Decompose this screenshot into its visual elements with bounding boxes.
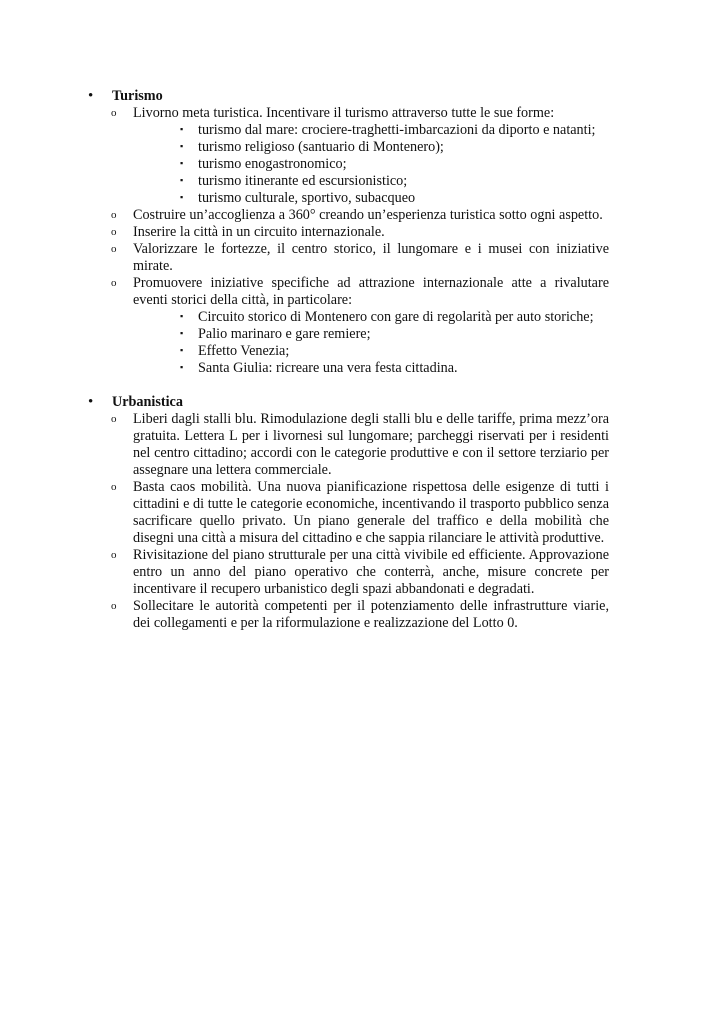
bullet-square-icon: ▪ [180, 345, 184, 355]
sub-list-item-text: Circuito storico di Montenero con gare di regolarità per auto storiche; [198, 309, 594, 325]
list-item-text: Liberi dagli stalli blu. Rimodulazione degli stalli blu e delle tariffe, prima mezz’ora gratuita. Lettera L per i livornesi sul lungomare; parcheggi riservati per i residenti nel centro cittadino; accordi con le categorie produttive e con il settore terziario per assegnare una lettera commerciale. [133, 411, 609, 478]
list-item [88, 224, 609, 241]
section-heading [88, 88, 654, 105]
sub-list-item [88, 156, 654, 173]
list-item [88, 547, 609, 598]
list-item [88, 241, 609, 275]
list-item-text: Sollecitare le autorità competenti per il potenziamento delle infrastrutture viarie, dei collegamenti e per la riformulazione e realizzazione del Lotto 0. [133, 598, 609, 631]
bullet-circle-icon: o [111, 243, 117, 255]
list-item-text: Inserire la città in un circuito internazionale. [133, 224, 385, 240]
section-heading [88, 394, 654, 411]
section-title: Urbanistica [112, 394, 183, 410]
section-title: Turismo [112, 88, 163, 104]
list-item [88, 207, 609, 224]
sub-list-item [88, 190, 654, 207]
section-turismo [88, 0, 654, 377]
sub-list-item-text: Palio marinaro e gare remiere; [198, 326, 371, 342]
sub-list-item [88, 309, 654, 326]
list-item-text: Promuovere iniziative specifiche ad attrazione internazionale atte a rivalutare eventi storici della città, in particolare: [133, 275, 609, 308]
sub-list-item [88, 343, 654, 360]
list-item [88, 479, 609, 547]
sub-list-item [88, 122, 654, 139]
list-item-text: Costruire un’accoglienza a 360° creando un’esperienza turistica sotto ogni aspetto. [133, 207, 603, 223]
sub-list-item-text: Santa Giulia: ricreare una vera festa cittadina. [198, 360, 458, 376]
bullet-square-icon: ▪ [180, 158, 184, 168]
list-item-text: Rivisitazione del piano strutturale per una città vivibile ed efficiente. Approvazione entro un anno del piano operativo che conterrà, anche, misure concrete per incentivare il recupero urbanistico degli spazi abbandonati e degradati. [133, 547, 609, 597]
sub-list-item-text: turismo culturale, sportivo, subacqueo [198, 190, 416, 206]
sub-list-item [88, 139, 654, 156]
bullet-square-icon: ▪ [180, 192, 184, 202]
sub-list-item-text: turismo dal mare: crociere-traghetti-imbarcazioni da diporto e natanti; [198, 122, 596, 138]
bullet-square-icon: ▪ [180, 124, 184, 134]
sub-list-item-text: turismo enogastronomico; [198, 156, 347, 172]
list-item [88, 411, 609, 479]
bullet-circle-icon: o [111, 107, 117, 119]
sub-list-item [88, 326, 654, 343]
bullet-circle-icon: o [111, 481, 117, 493]
bullet-square-icon: ▪ [180, 311, 184, 321]
list-item [88, 598, 609, 632]
sub-list-item-text: Effetto Venezia; [198, 343, 290, 359]
bullet-square-icon: ▪ [180, 362, 184, 372]
bullet-disc-icon: • [88, 394, 94, 410]
sub-list-item [88, 360, 654, 377]
sub-list-item-text: turismo itinerante ed escursionistico; [198, 173, 408, 189]
bullet-circle-icon: o [111, 600, 117, 612]
bullet-square-icon: ▪ [180, 328, 184, 338]
bullet-circle-icon: o [111, 209, 117, 221]
section-urbanistica [88, 394, 654, 632]
sub-list-item [88, 173, 654, 190]
list-item-text: Livorno meta turistica. Incentivare il turismo attraverso tutte le sue forme: [133, 105, 555, 121]
bullet-disc-icon: • [88, 88, 94, 104]
bullet-circle-icon: o [111, 226, 117, 238]
bullet-circle-icon: o [111, 277, 117, 289]
list-item [88, 275, 609, 309]
bullet-square-icon: ▪ [180, 175, 184, 185]
list-item-text: Valorizzare le fortezze, il centro storico, il lungomare e i musei con iniziative mirate. [133, 241, 609, 274]
bullet-circle-icon: o [111, 413, 117, 425]
bullet-square-icon: ▪ [180, 141, 184, 151]
bullet-circle-icon: o [111, 549, 117, 561]
sub-list-item-text: turismo religioso (santuario di Montenero); [198, 139, 444, 155]
list-item [88, 105, 609, 122]
list-item-text: Basta caos mobilità. Una nuova pianificazione rispettosa delle esigenze di tutti i cittadini e di tutte le categorie economiche, incentivando il trasporto pubblico senza sacrificare quello privato. Un piano generale del traffico e della mobilità che disegni una città a misura del cittadino e che sappia rilanciare le attività produttive. [133, 479, 609, 546]
